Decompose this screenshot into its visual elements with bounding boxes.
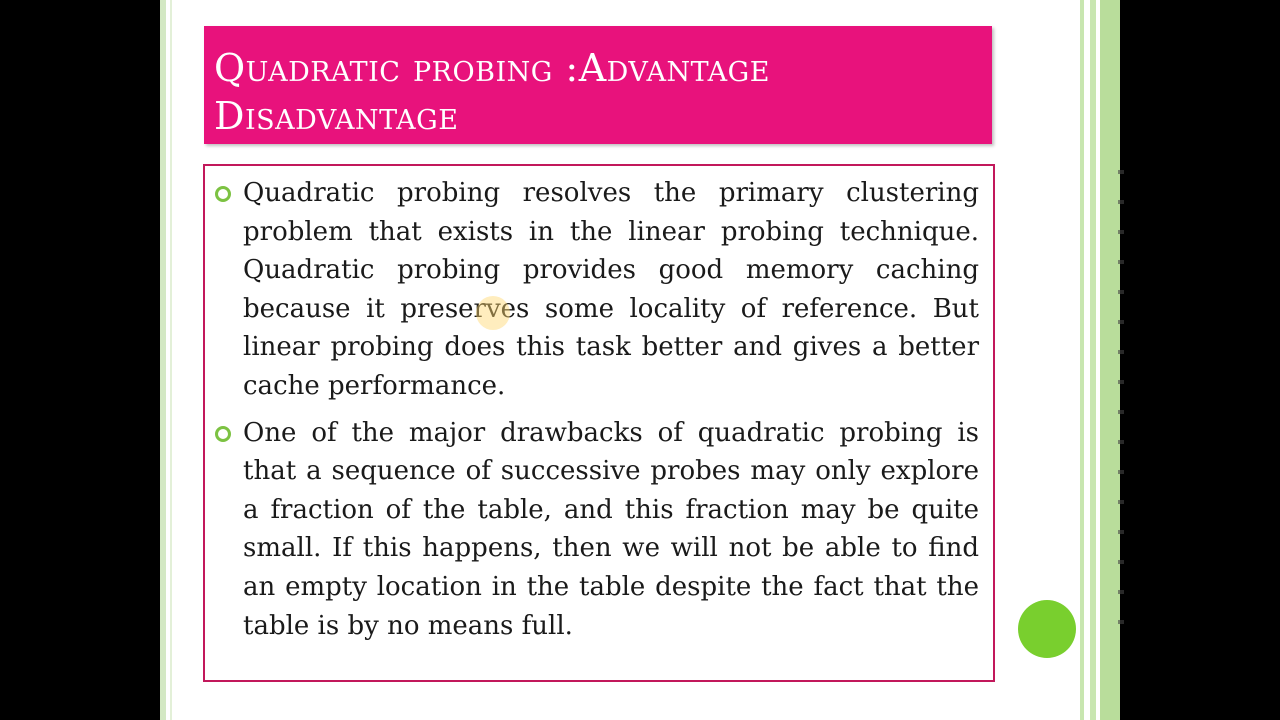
left-border-stripe	[160, 0, 166, 720]
right-border-line-2	[1090, 0, 1096, 720]
bullet-item	[243, 414, 979, 646]
content-box	[203, 164, 995, 682]
slide	[160, 0, 1120, 720]
hollow-circle-bullet-icon	[215, 186, 231, 202]
slide-title: Quadratic probing :Advantage Disadvantage	[214, 46, 770, 138]
left-border-line	[170, 0, 172, 720]
green-circle-icon[interactable]	[1018, 600, 1076, 658]
right-border-band	[1100, 0, 1120, 720]
hollow-circle-bullet-icon	[215, 426, 231, 442]
title-bar	[204, 26, 992, 144]
bullet-item	[243, 174, 979, 406]
bullet-text: Quadratic probing resolves the primary clustering problem that exists in the linear probing technique. Quadratic probing provides good memory caching because it preserves some locality of reference. But linear probing does this task better and gives a better cache performance.	[243, 178, 979, 401]
bullet-list	[205, 166, 993, 645]
bullet-text: One of the major drawbacks of quadratic probing is that a sequence of successive probes may only explore a fraction of the table, and this fraction may be quite small. If this happens, then we will not be able to find an empty location in the table despite the fact that the table is by no means full.	[243, 417, 979, 641]
right-border-line-1	[1080, 0, 1084, 720]
offscreen-text-fragment	[1118, 170, 1124, 650]
